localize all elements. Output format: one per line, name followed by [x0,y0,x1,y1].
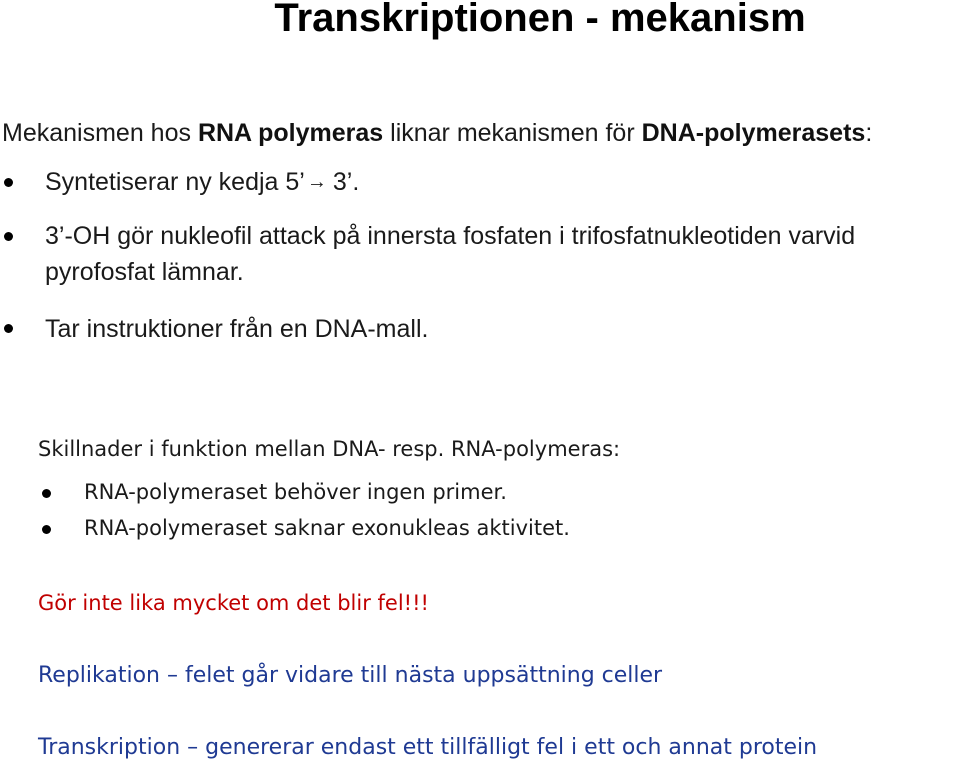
bullet-dot [4,324,13,333]
bullet-synthesis-text-end: 3’. [332,168,360,196]
bullet-synthesis-text-start: Syntetiserar ny kedja 5’ [45,168,305,196]
bullet-synthesis [45,166,359,198]
differences-heading: Skillnader i funktion mellan DNA- resp. RNA-polymeras: [38,437,621,461]
page-title: Transkriptionen - mekanism [274,0,806,40]
intro-rna-polymerase: RNA polymeras [197,119,384,147]
intro-text [2,117,872,149]
difference-item-exonuclease: RNA-polymeraset saknar exonukleas aktivitet. [84,516,570,540]
difference-item-primer: RNA-polymeraset behöver ingen primer. [84,480,507,504]
intro-part3: : [865,119,873,147]
bullet-nucleophilic-attack: 3’-OH gör nukleofil attack på innersta fosfaten i trifosfatnukleotiden varvid [45,222,856,250]
bullet-dot [42,525,51,534]
transcription-statement: Transkription – genererar endast ett tillfälligt fel i ett och annat protein [38,735,818,760]
warning-text: Gör inte lika mycket om det blir fel!!! [38,591,429,615]
replication-statement: Replikation – felet går vidare till nästa uppsättning celler [38,663,663,688]
bullet-dna-template: Tar instruktioner från en DNA-mall. [45,315,429,343]
intro-dna-polymerase: DNA-polymerasets [641,119,866,147]
bullet-dot [4,178,13,187]
bullet-dot [4,232,13,241]
intro-part1: Mekanismen hos [2,119,198,147]
bullet-dot [42,489,51,498]
arrow-right-icon: → [306,171,327,193]
bullet-nucleophilic-attack-continued: pyrofosfat lämnar. [45,258,244,286]
intro-part2: liknar mekanismen för [383,119,642,147]
